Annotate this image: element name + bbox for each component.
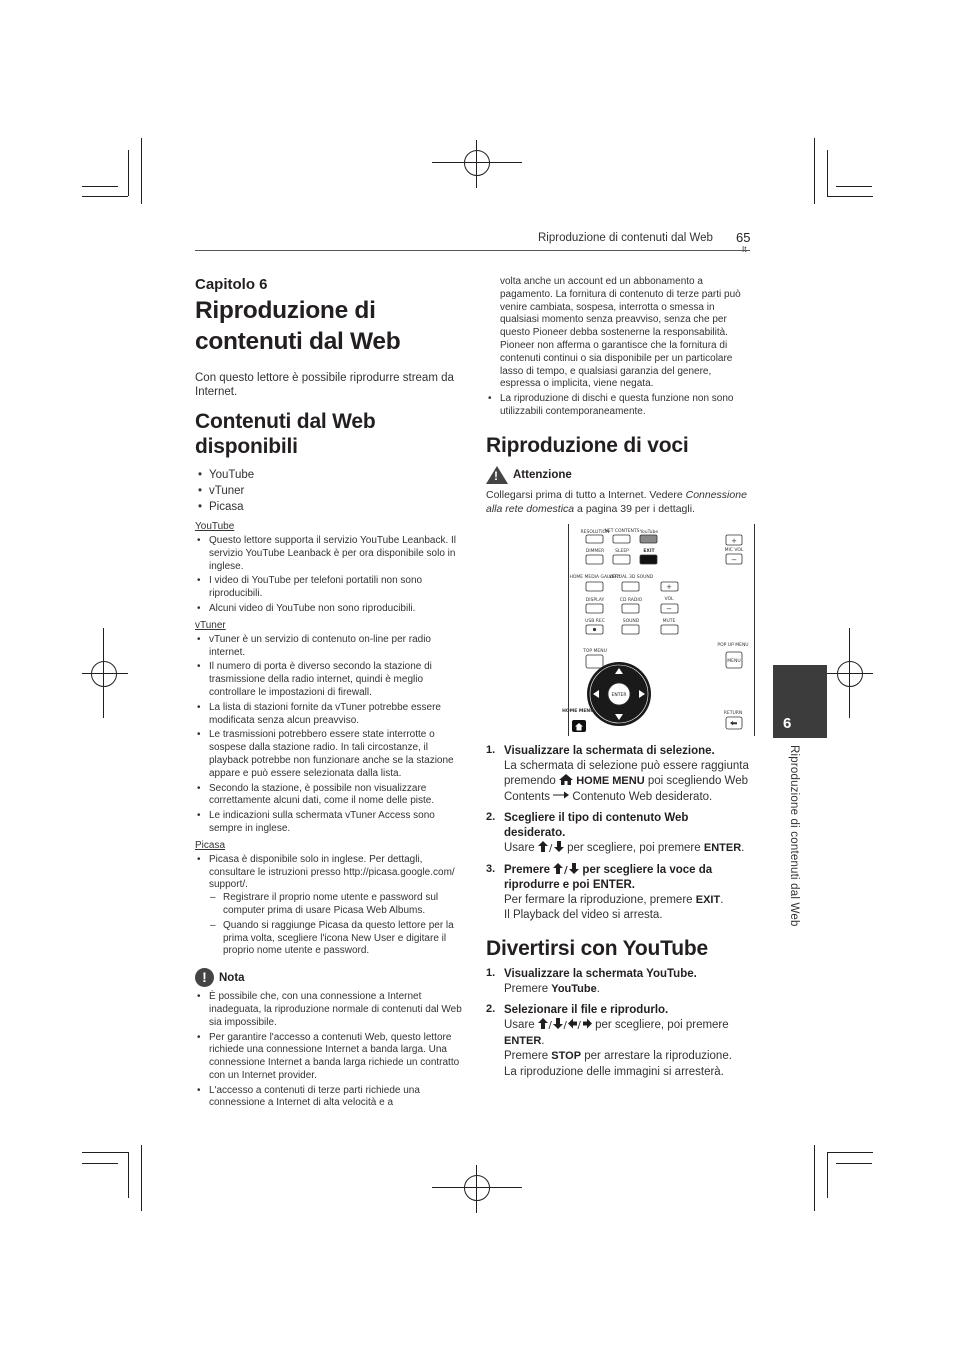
right-column <box>486 276 752 1086</box>
remote-label-resolution: RESOLUTION <box>580 529 610 535</box>
picasa-subhead: Picasa <box>195 839 226 851</box>
vol-plus: + <box>666 582 672 591</box>
remote-label-menu: MENU <box>727 658 741 664</box>
key-enter: ENTER <box>504 1034 542 1047</box>
step-text: per arrestare la riproduzione. <box>581 1050 732 1063</box>
mute-button <box>661 625 678 634</box>
step-title <box>504 863 752 893</box>
step-title-text: Premere <box>504 863 554 876</box>
svg-text:/: / <box>548 1020 552 1032</box>
section-title-voice-playback: Riproduzione di voci <box>486 433 689 457</box>
list-item: • Le indicazioni sulla schermata vTuner Access sono sempre in inglese. <box>195 810 463 836</box>
up-down-arrows-icon <box>553 863 579 874</box>
list-item: • Le trasmissioni potrebbero essere state interrotte o sospese dalla stazione radio. In tali circostanze, il playback potrebbe non funzionare anche se la stazione appare e può essere selezionata dalla lista. <box>195 729 463 780</box>
youtube-steps <box>486 967 752 1081</box>
step-text: Usare <box>504 1019 538 1032</box>
caution-text-post: a pagina 39 per i dettagli. <box>574 502 695 515</box>
list-item <box>195 854 463 958</box>
step-description <box>504 893 752 924</box>
remote-label-dimmer: DIMMER <box>585 548 605 554</box>
resolution-button <box>586 535 603 543</box>
step-title-line-1: Scegliere il tipo di contenuto Web <box>504 812 689 825</box>
display-button <box>586 604 603 613</box>
note-label: Nota <box>219 971 245 984</box>
step-description <box>504 982 752 998</box>
remote-label-youtube: YouTube <box>639 529 659 535</box>
chapter-title <box>195 295 463 357</box>
running-header-title: Riproduzione di contenuti dal Web <box>538 232 713 244</box>
list-item <box>486 811 752 857</box>
step-text: La riproduzione delle immagini si arresterà. <box>504 1065 724 1078</box>
step-text: Contenuto Web desiderato. <box>569 790 713 803</box>
step-text: . <box>741 842 745 855</box>
exit-button <box>640 555 657 564</box>
cd-radio-button <box>622 604 639 613</box>
svg-text:/: / <box>577 1020 581 1032</box>
section-title-web-contents <box>195 409 463 459</box>
youtube-button <box>640 535 657 543</box>
vtuner-subhead: vTuner <box>195 619 226 631</box>
remote-label-sound: SOUND <box>622 618 640 624</box>
picasa-bullet-text: Picasa è disponibile solo in inglese. Per dettagli, consultare le istruzioni presso http://picasa.google.com/ support/. <box>209 853 455 891</box>
services-list <box>195 467 463 515</box>
svg-text:/: / <box>548 843 553 855</box>
mic-vol-plus: + <box>731 536 737 545</box>
net-contents-button <box>613 535 630 543</box>
step-title-text: per scegliere la voce da riprodurre e poi ENTER. <box>504 863 713 891</box>
caution-text-pre: Collegarsi prima di tutto a Internet. Vedere <box>486 488 686 501</box>
warning-icon: ! <box>486 466 508 484</box>
step-title <box>504 811 752 841</box>
step-text: La schermata di selezione può essere raggiunta premendo <box>504 759 749 788</box>
remote-label-home-menu: HOME MENU <box>562 708 594 714</box>
list-item: • È possibile che, con una connessione a Internet inadeguata, la riproduzione normale di contenuti dal Web sia impossibile. <box>195 991 463 1029</box>
remote-drawing <box>562 524 754 736</box>
list-item <box>486 744 752 806</box>
mic-vol-minus: − <box>731 555 737 564</box>
remote-label-home-media-gallery: HOME MEDIA GALLERY <box>569 574 621 580</box>
list-item: • La riproduzione di dischi e questa funzione non sono utilizzabili contemporaneamente. <box>486 393 752 419</box>
key-stop: STOP <box>551 1050 582 1063</box>
caution-text <box>486 488 752 516</box>
svg-text:/: / <box>563 1020 567 1032</box>
step-text <box>504 1049 752 1065</box>
remote-label-net-contents: NET CONTENTS <box>604 528 640 534</box>
step-number: 2. <box>486 811 496 824</box>
remote-label-popup-menu: POP UP MENU <box>717 642 749 648</box>
up-down-arrows-icon <box>538 841 564 855</box>
key-youtube: YouTube <box>551 982 597 995</box>
side-chapter-title: Riproduzione di contenuti dal Web <box>788 745 800 927</box>
key-exit: EXIT <box>695 893 721 906</box>
list-item: – Registrare il proprio nome utente e password sul computer prima di usare Picasa Web Albums. <box>209 892 463 918</box>
sleep-button <box>613 555 630 564</box>
step-text: . <box>720 893 724 906</box>
list-item: • Picasa <box>195 499 463 515</box>
section-title-youtube: Divertirsi con YouTube <box>486 936 708 960</box>
step-text: Per fermare la riproduzione, premere <box>504 893 696 906</box>
remote-label-display: DISPLAY <box>585 597 605 603</box>
step-text: Il Playback del video si arresta. <box>504 909 663 922</box>
home-icon <box>559 774 573 785</box>
note-heading <box>195 968 463 987</box>
svg-text:/: / <box>564 864 568 876</box>
step-text: . <box>596 982 600 995</box>
voice-steps <box>486 744 752 924</box>
list-item: • YouTube <box>195 467 463 483</box>
remote-label-mic-vol: MIC VOL <box>724 547 744 553</box>
note-list <box>195 991 463 1110</box>
section-title-line-1: Contenuti dal Web <box>195 410 376 433</box>
remote-control-illustration <box>562 524 755 736</box>
list-item: • vTuner <box>195 483 463 499</box>
caution-link: Connessione alla rete domestica <box>486 488 747 515</box>
page-number: 65 <box>736 230 751 245</box>
step-text: poi scegliendo Web Contents <box>504 775 748 803</box>
section-title-line-2: disponibili <box>195 435 298 458</box>
remote-label-cd-radio: CD RADIO <box>619 597 643 603</box>
intro-paragraph: Con questo lettore è possibile riprodurre stream da Internet. <box>195 372 454 398</box>
youtube-notes <box>195 535 463 616</box>
header-rule <box>195 250 750 251</box>
chapter-tab <box>773 665 827 738</box>
step-description <box>504 841 752 857</box>
step-text: Premere <box>504 1050 552 1063</box>
four-arrows-icon <box>538 1018 592 1032</box>
remote-label-top-menu: TOP MENU <box>583 648 607 654</box>
step-description <box>504 759 752 806</box>
list-item <box>486 863 752 924</box>
continuation-paragraph: volta anche un account ed un abbonamento a pagamento. La fornitura di contenuto di terze parti può venire cambiata, sospesa, interrotta o smessa in qualsiasi momento senza preavviso, senza che per questo Pioneer debba sostenerne la responsabilità. Pioneer non afferma o garantisce che la fornitura di contenuti continui o sia disponibile per un particolare lasso di tempo, e qualsiasi garanzia del genere, espressa o implicita, viene negata. <box>500 276 741 390</box>
list-item: • Il numero di porta è diverso secondo la stazione di trasmissione della radio internet, quindi è meglio controllare le impostazioni di firewall. <box>195 661 463 699</box>
list-item: – Quando si raggiunge Picasa da questo lettore per la prima volta, scegliere l'icona New User e digitare il proprio nome utente e password. <box>209 920 463 958</box>
remote-label-virtual-3d-sound: VIRTUAL 3D SOUND <box>608 574 654 580</box>
list-item: • L'accesso a contenuti di terze parti richiede una connessione a Internet di alta velocità e a <box>195 1085 463 1111</box>
list-item: • Questo lettore supporta il servizio YouTube Leanback. Il servizio YouTube Leanback è per ora disponibile solo in inglese. <box>195 535 463 573</box>
remote-label-vol: VOL <box>664 596 674 602</box>
list-item: • Per garantire l'accesso a contenuti Web, questo lettore richiede una connessione Internet a banda larga. Una connessione Internet a banda larga richiede un contratto con un Internet provider. <box>195 1032 463 1083</box>
arrow-right-icon <box>553 791 569 799</box>
caution-heading <box>486 466 752 484</box>
list-item: • vTuner è un servizio di contenuto on-line per radio internet. <box>195 634 463 660</box>
step-title-line-2: desiderato. <box>504 827 566 840</box>
step-description <box>504 1018 752 1080</box>
remote-label-enter: ENTER <box>611 692 627 698</box>
home-media-gallery-button <box>586 582 603 591</box>
list-item: • La lista di stazioni fornite da vTuner potrebbe essere modificata senza alcun preavviso. <box>195 702 463 728</box>
chapter-title-line-1: Riproduzione di <box>195 297 376 324</box>
key-enter: ENTER <box>703 842 742 855</box>
step-text: Premere <box>504 982 552 995</box>
step-number: 3. <box>486 862 496 875</box>
list-item: • Alcuni video di YouTube non sono riproducibili. <box>195 603 463 616</box>
remote-label-return: RETURN <box>723 710 743 716</box>
list-item: • Secondo la stazione, è possibile non visualizzare correttamente alcuni dati, come il nome delle piste. <box>195 783 463 809</box>
note-icon: ! <box>195 968 214 987</box>
rec-dot-icon <box>593 628 596 631</box>
chapter-title-line-2: contenuti dal Web <box>195 328 401 355</box>
key-home-menu: HOME MENU <box>576 775 645 788</box>
remote-label-sleep: SLEEP <box>615 548 629 554</box>
step-number: 1. <box>486 743 496 756</box>
youtube-subhead: YouTube <box>195 521 235 532</box>
step-text: Usare <box>504 842 538 855</box>
step-title: Visualizzare la schermata YouTube. <box>504 967 697 980</box>
top-menu-button <box>586 655 603 668</box>
dimmer-button <box>586 555 603 564</box>
vol-minus: − <box>666 604 672 613</box>
continuation-list <box>486 393 752 419</box>
step-number: 1. <box>486 966 496 979</box>
remote-label-mute: MUTE <box>662 618 676 624</box>
list-item <box>486 967 752 998</box>
virtual-3d-sound-button <box>622 582 639 591</box>
step-text: per scegliere, poi premere <box>591 1019 729 1032</box>
vtuner-notes <box>195 634 463 836</box>
caution-label: Attenzione <box>513 468 572 481</box>
step-text: per scegliere, poi premere <box>563 842 704 855</box>
picasa-notes <box>195 854 463 958</box>
step-title: Selezionare il file e riprodurlo. <box>504 1004 669 1017</box>
list-item <box>486 1003 752 1080</box>
chapter-label: Capitolo 6 <box>195 276 268 293</box>
left-column <box>195 276 463 1112</box>
list-item: • I video di YouTube per telefoni portatili non sono riproducibili. <box>195 575 463 601</box>
remote-label-exit: EXIT <box>643 548 655 554</box>
step-number: 2. <box>486 1003 496 1016</box>
picasa-sub-list <box>209 892 463 958</box>
step-text: . <box>541 1034 545 1047</box>
step-title: Visualizzare la schermata di selezione. <box>504 744 715 757</box>
remote-label-usb-rec: USB REC <box>585 618 605 624</box>
sound-button <box>622 625 639 634</box>
chapter-tab-number: 6 <box>783 715 792 732</box>
